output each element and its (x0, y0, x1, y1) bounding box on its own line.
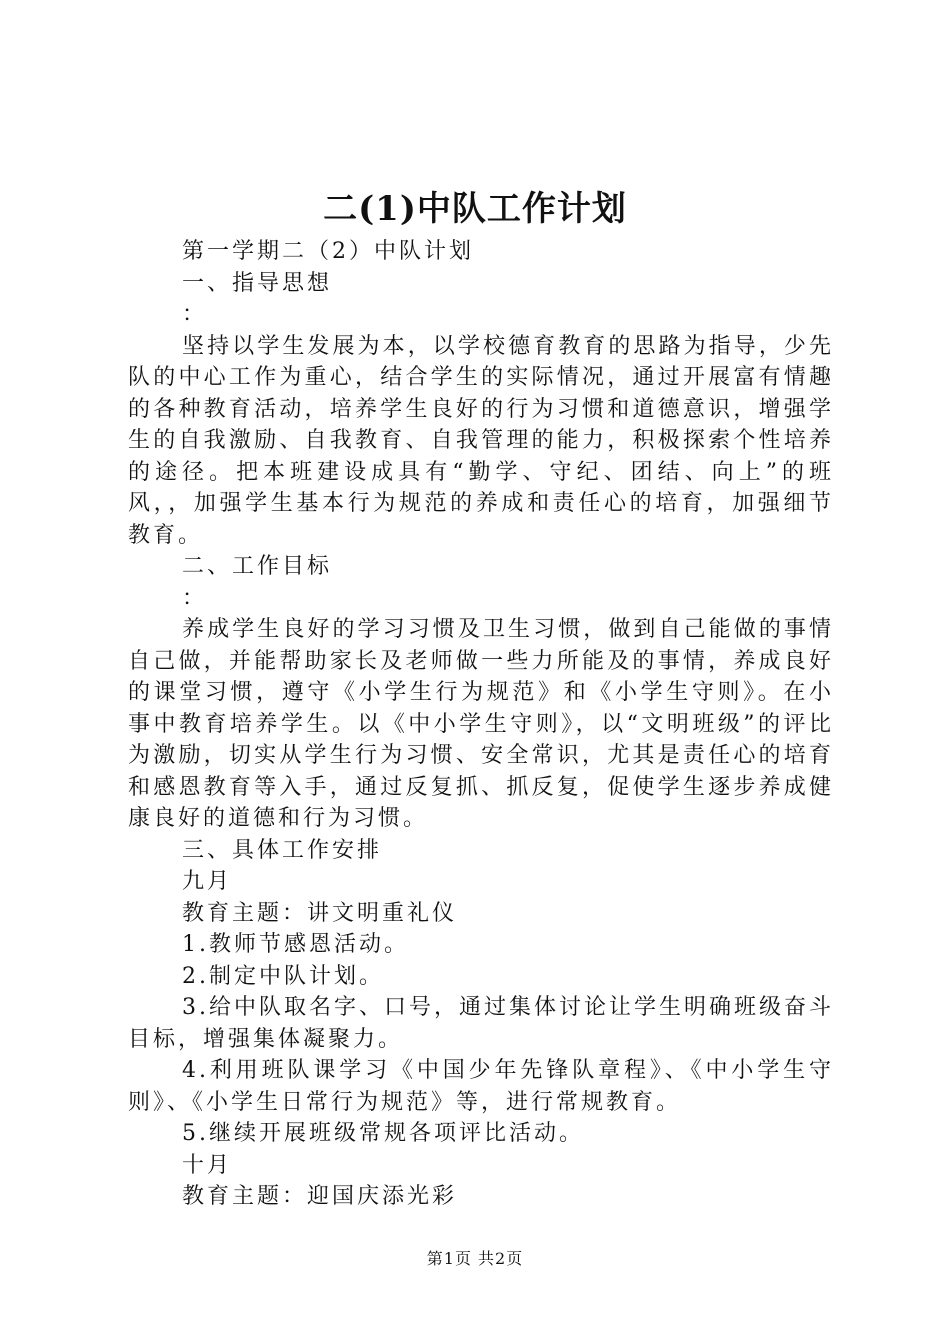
theme-october: 教育主题：迎国庆添光彩 (182, 1184, 458, 1209)
page-footer: 第1页 共2页 (426, 1249, 524, 1268)
colon-line-2: ： (182, 585, 208, 611)
list-item-1: 1.教师节感恩活动。 (182, 932, 409, 957)
month-september: 九月 (182, 869, 233, 894)
section-heading-3: 三、具体工作安排 (182, 837, 383, 863)
month-october: 十月 (182, 1152, 233, 1178)
paragraph-guiding-thought: 坚持以学生发展为本，以学校德育教育的思路为指导，少先队的中心工作为重心，结合学生的实际情况，通过开展富有情趣的各种教育活动，培养学生良好的行为习惯和道德意识，增强学生的自我激励、自我教育、自我管理的能力，积极探索个性培养的途径。把本班建设成具有“勤学、守纪、团结、向上”的班风，，加强学生基本行为规范的养成和责任心的培育，加强细节教育。 (128, 333, 834, 548)
list-item-4: 4.利用班队课学习《中国少年先锋队章程》、《中小学生守则》、《小学生日常行为规范》等，进行常规教育。 (128, 1058, 834, 1115)
colon-line-1: ： (182, 302, 208, 327)
section-heading-1: 一、指导思想 (182, 270, 333, 296)
list-item-5: 5.继续开展班级常规各项评比活动。 (182, 1121, 584, 1146)
document-title: 二(1)中队工作计划 (323, 189, 627, 229)
document-body (128, 236, 834, 1213)
section-heading-2: 二、工作目标 (182, 554, 333, 579)
subtitle-line: 第一学期二（2）中队计划 (182, 239, 474, 264)
paragraph-work-goals: 养成学生良好的学习习惯及卫生习惯，做到自己能做的事情自己做，并能帮助家长及老师做一些力所能及的事情，养成良好的课堂习惯，遵守《小学生行为规范》和《小学生守则》。在小事中教育培养学生。以《中小学生守则》，以“文明班级”的评比为激励，切实从学生行为习惯、安全常识，尤其是责任心的培育和感恩教育等入手，通过反复抓、抓反复，促使学生逐步养成健康良好的道德和行为习惯。 (128, 617, 834, 831)
list-item-2: 2.制定中队计划。 (182, 963, 384, 989)
list-item-3: 3.给中队取名字、口号，通过集体讨论让学生明确班级奋斗目标，增强集体凝聚力。 (128, 995, 834, 1052)
theme-september: 教育主题：讲文明重礼仪 (182, 900, 458, 926)
